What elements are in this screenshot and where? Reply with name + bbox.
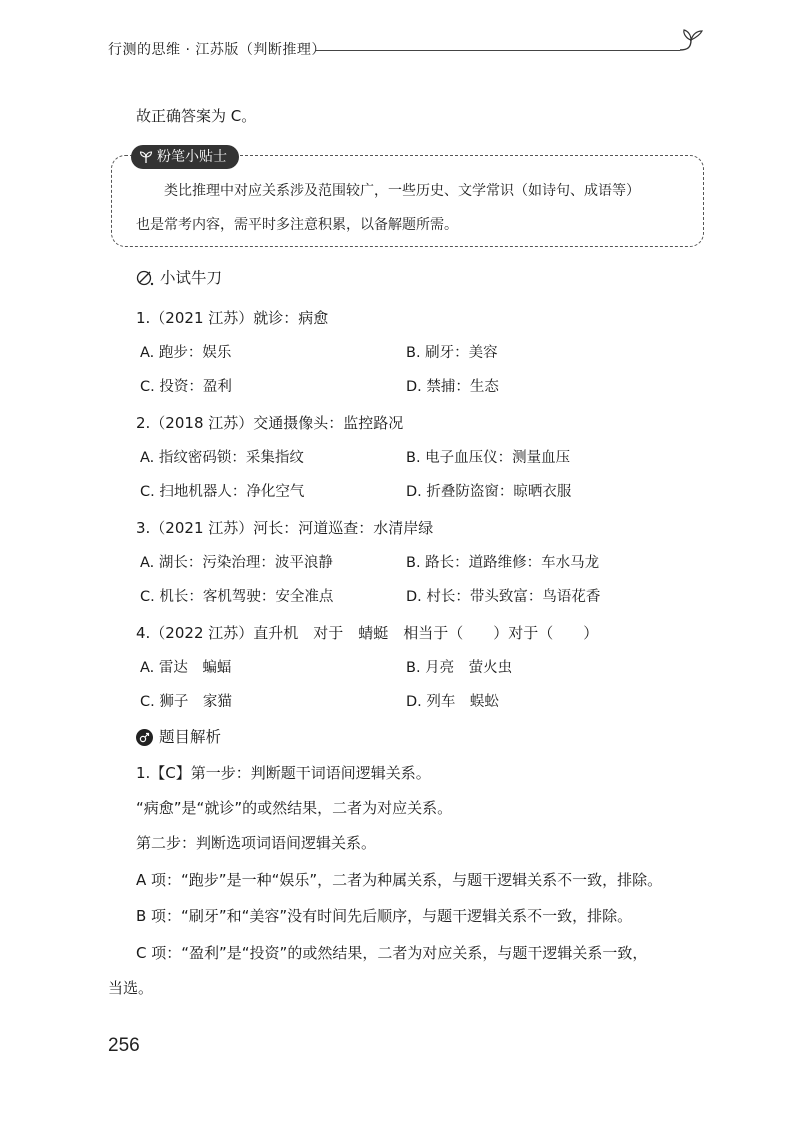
option-3b: B. 路长：道路维修：车水马龙 [406, 555, 600, 571]
header-rule [315, 50, 680, 51]
question-stem-3: 3.（2021 江苏）河长：河道巡查：水清岸绿 [136, 519, 434, 537]
analysis-line-7: 当选。 [108, 979, 154, 997]
answer-line: 故正确答案为 C。 [136, 107, 257, 125]
analysis-line-6: C 项：“盈利”是“投资”的或然结果，二者为对应关系，与题干逻辑关系一致， [136, 944, 648, 962]
sprout-icon [676, 28, 706, 56]
tip-text-line-1: 类比推理中对应关系涉及范围较广，一些历史、文学常识（如诗句、成语等） [164, 183, 640, 199]
option-1a: A. 跑步：娱乐 [140, 345, 232, 361]
tip-badge-label: 粉笔小贴士 [157, 149, 227, 165]
option-3c: C. 机长：客机驾驶：安全准点 [140, 589, 334, 605]
option-2d: D. 折叠防盗窗：晾晒衣服 [406, 484, 572, 500]
option-3a: A. 湖长：污染治理：波平浪静 [140, 555, 333, 571]
question-stem-1: 1.（2021 江苏）就诊：病愈 [136, 309, 329, 327]
question-stem-2: 2.（2018 江苏）交通摄像头：监控路况 [136, 414, 404, 432]
tip-text-line-2: 也是常考内容，需平时多注意积累，以备解题所需。 [136, 217, 458, 233]
page-number: 256 [108, 1035, 140, 1056]
option-4c: C. 狮子 家猫 [140, 694, 232, 710]
analysis-icon [136, 729, 153, 746]
option-4b: B. 月亮 萤火虫 [406, 660, 513, 676]
analysis-line-5: B 项：“刷牙”和“美容”没有时间先后顺序，与题干逻辑关系不一致，排除。 [136, 907, 633, 925]
analysis-line-3: 第二步：判断选项词语间逻辑关系。 [136, 834, 377, 852]
option-2b: B. 电子血压仪：测量血压 [406, 450, 571, 466]
running-header-title: 行测的思维 · 江苏版（判断推理） [108, 42, 326, 58]
question-stem-4: 4.（2022 江苏）直升机 对于 蜻蜓 相当于（ ）对于（ ） [136, 624, 599, 642]
analysis-line-2: “病愈”是“就诊”的或然结果，二者为对应关系。 [136, 799, 453, 817]
pencil-circle-icon [136, 269, 154, 287]
option-2a: A. 指纹密码锁：采集指纹 [140, 450, 304, 466]
option-1b: B. 刷牙：美容 [406, 345, 498, 361]
option-3d: D. 村长：带头致富：鸟语花香 [406, 589, 601, 605]
option-2c: C. 扫地机器人：净化空气 [140, 484, 305, 500]
analysis-line-1: 1.【C】第一步：判断题干词语间逻辑关系。 [136, 764, 431, 782]
analysis-heading [136, 727, 221, 747]
practice-heading [136, 268, 222, 288]
sprout-icon [139, 150, 153, 164]
option-4d: D. 列车 蜈蚣 [406, 694, 499, 710]
practice-title: 小试牛刀 [160, 269, 223, 287]
option-1d: D. 禁捕：生态 [406, 379, 499, 395]
analysis-line-4: A 项：“跑步”是一种“娱乐”，二者为种属关系，与题干逻辑关系不一致，排除。 [136, 871, 663, 889]
analysis-title: 题目解析 [159, 728, 222, 746]
option-1c: C. 投资：盈利 [140, 379, 232, 395]
tip-badge [131, 145, 239, 169]
option-4a: A. 雷达 蝙蝠 [140, 660, 232, 676]
